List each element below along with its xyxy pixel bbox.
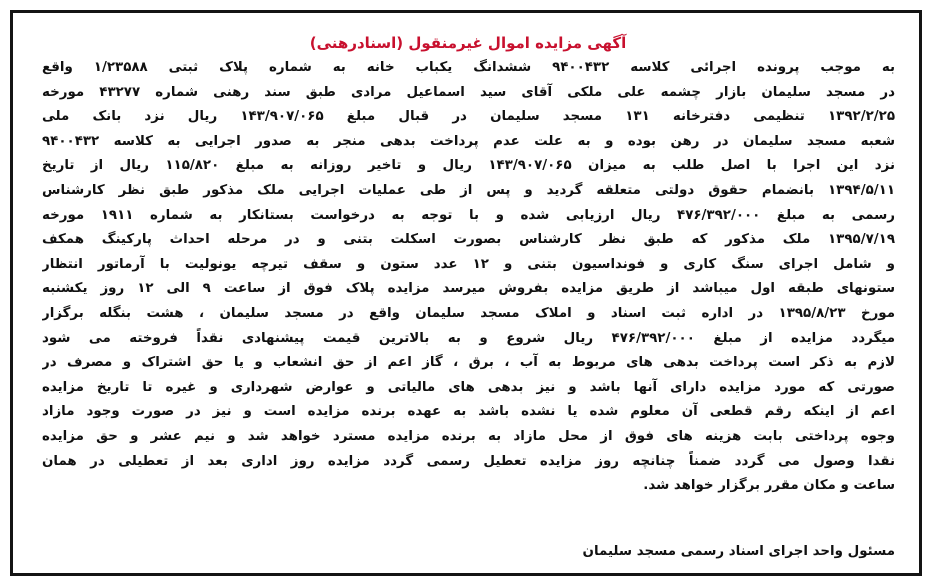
notice-line: صورتی که مورد مزایده دارای آنها باشد و نیز بدهی های مالیاتی و عوارض شهرداری و غیره تا تاریخ مزایده [42, 379, 895, 395]
notice-body [42, 56, 895, 499]
notice-line: نقدا وصول می گردد ضمناً چنانچه روز مزایده تعطیل رسمی گردد مزایده روز اداری بعد از تعطیلی در همان [42, 453, 895, 469]
notice-line: ۱۳۹۵/۷/۱۹ ملک مذکور که طبق نظر کارشناس بصورت اسکلت بتنی و در مرحله احداث پارکینگ همکف [42, 232, 895, 248]
notice-signature: مسئول واحد اجرای اسناد رسمی مسجد سلیمان [582, 544, 895, 559]
notice-line: و شامل اجرای سنگ کاری و فونداسیون بتنی و ۱۲ عدد ستون و سقف تیرچه یونولیت با آرماتور انتظار [42, 256, 895, 272]
notice-line: میگردد مزایده از مبلغ ۴۷۶/۳۹۲/۰۰۰ ریال شروع و به بالاترین قیمت پیشنهادی نقداً فروخته می شود [42, 330, 895, 346]
notice-line: ساعت و مکان مقرر برگزار خواهد شد. [643, 478, 895, 494]
notice-line: ۱۳۹۲/۲/۲۵ تنظیمی دفترخانه ۱۳۱ مسجد سلیمان در قبال مبلغ ۱۴۳/۹۰۷/۰۶۵ ریال نزد بانک ملی [42, 109, 895, 125]
notice-line: رسمی به مبلغ ۴۷۶/۳۹۲/۰۰۰ ریال ارزیابی شده و با توجه به درخواست بستانکار به شماره ۱۹۱۱ مورخه [42, 207, 895, 223]
notice-line: در مسجد سلیمان بازار چشمه علی ملکی آقای سید اسماعیل مرادی طبق سند رهنی شماره ۴۳۲۷۷ مورخه [42, 84, 895, 100]
notice-line: اعم از اینکه رقم قطعی آن معلوم شده یا نشده باشد به عهده برنده مزایده است و نیز در صورت وجود مازاد [42, 404, 895, 420]
notice-line: نزد این اجرا با اصل طلب به میزان ۱۴۳/۹۰۷/۰۶۵ ریال و تاخیر روزانه به مبلغ ۱۱۵/۸۲۰ ریال از تاریخ [42, 158, 895, 174]
notice-line: ۱۳۹۴/۵/۱۱ بانضمام حقوق دولتی متعلقه گردید و پس از طی عملیات اجرایی ملک مذکور طبق نظر کارشناس [42, 182, 895, 198]
notice-line: لازم به ذکر است پرداخت بدهی های مربوط به آب ، برق ، گاز اعم از حق انشعاب و یا حق اشتراک و مصرف در [42, 355, 895, 371]
notice-line: شعبه مسجد سلیمان در رهن بوده و به علت عدم پرداخت بدهی منجر به صدور اجرایی به کلاسه ۹۴۰۰۴۳۲ [42, 133, 895, 149]
notice-line: به موجب پرونده اجرائی کلاسه ۹۴۰۰۴۳۲ ششدانگ یکباب خانه به شماره پلاک ثبتی ۱/۲۳۵۸۸ واقع [42, 60, 895, 75]
notice-line: ستونهای طبقه اول میباشد از طریق مزایده بفروش میرسد مزایده پلاک فوق از ساعت ۹ الی ۱۲ روز یکشنبه [42, 281, 895, 297]
notice-line: مورخ ۱۳۹۵/۸/۲۳ در اداره ثبت اسناد و املاک مسجد سلیمان واقع در مسجد سلیمان ، هشت بنگله برگزار [42, 305, 895, 321]
notice-line: وجوه پرداختی بابت هزینه های فوق از محل مازاد به برنده مزایده مسترد خواهد شد و نیم عشر و حق مزایده [42, 428, 895, 444]
notice-title: آگهی مزایده اموال غیرمنقول (اسنادرهنی) [309, 34, 627, 52]
